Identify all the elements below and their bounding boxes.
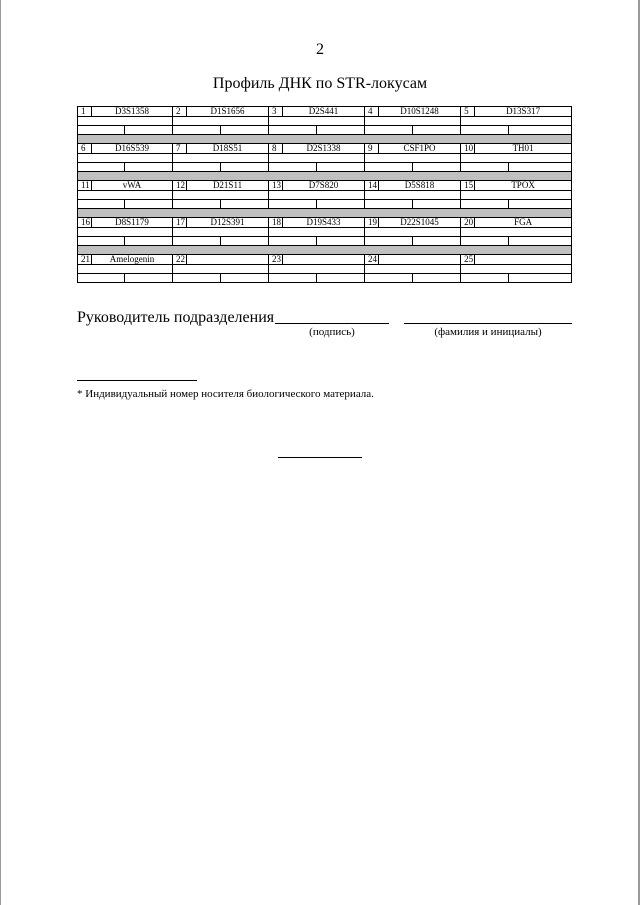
allele-cell	[413, 163, 461, 172]
locus-name: D8S1179	[92, 218, 173, 228]
allele-cell	[78, 126, 125, 135]
locus-header-row	[78, 218, 572, 228]
allele-cell	[365, 191, 461, 200]
allele-cell	[509, 126, 572, 135]
allele-cell	[173, 274, 221, 283]
allele-cell	[509, 200, 572, 209]
locus-name: D16S539	[92, 144, 173, 154]
locus-name: D10S1248	[379, 107, 461, 117]
allele-cell	[413, 200, 461, 209]
allele-cell	[413, 274, 461, 283]
locus-name: D12S391	[187, 218, 269, 228]
allele-cell	[365, 200, 413, 209]
locus-number: 8	[269, 144, 283, 154]
allele-cell	[317, 237, 365, 246]
allele-cell	[78, 200, 125, 209]
allele-cell	[269, 126, 317, 135]
allele-cell	[125, 237, 173, 246]
locus-number: 11	[78, 181, 92, 191]
allele-cell	[461, 117, 572, 126]
name-line	[404, 323, 572, 324]
signature-caption: (подпись)	[309, 326, 355, 338]
allele-row-a	[78, 191, 572, 200]
locus-number: 22	[173, 255, 187, 265]
allele-cell	[317, 126, 365, 135]
allele-row-a	[78, 228, 572, 237]
allele-cell	[125, 126, 173, 135]
allele-cell	[365, 237, 413, 246]
allele-row-b	[78, 237, 572, 246]
locus-number: 19	[365, 218, 379, 228]
locus-header-row	[78, 107, 572, 117]
allele-cell	[78, 274, 125, 283]
allele-cell	[221, 237, 269, 246]
locus-number: 5	[461, 107, 475, 117]
allele-cell	[269, 228, 365, 237]
locus-name: D13S317	[475, 107, 572, 117]
locus-number: 14	[365, 181, 379, 191]
block-separator	[78, 172, 572, 181]
allele-cell	[221, 200, 269, 209]
locus-number: 7	[173, 144, 187, 154]
allele-row-b	[78, 200, 572, 209]
allele-cell	[269, 200, 317, 209]
allele-cell	[509, 237, 572, 246]
locus-name: CSF1PO	[379, 144, 461, 154]
allele-cell	[365, 154, 461, 163]
allele-cell	[125, 200, 173, 209]
allele-cell	[461, 237, 509, 246]
allele-row-a	[78, 117, 572, 126]
allele-cell	[78, 163, 125, 172]
locus-name	[475, 255, 572, 265]
name-caption: (фамилия и инициалы)	[434, 326, 542, 338]
allele-cell	[78, 228, 173, 237]
allele-cell	[461, 228, 572, 237]
allele-cell	[78, 154, 173, 163]
allele-cell	[365, 126, 413, 135]
locus-number: 9	[365, 144, 379, 154]
allele-cell	[173, 117, 269, 126]
locus-number: 10	[461, 144, 475, 154]
allele-cell	[78, 237, 125, 246]
allele-cell	[269, 265, 365, 274]
locus-name: TPOX	[475, 181, 572, 191]
locus-header-row	[78, 255, 572, 265]
allele-row-b	[78, 126, 572, 135]
allele-cell	[509, 274, 572, 283]
allele-cell	[78, 191, 173, 200]
allele-cell	[317, 163, 365, 172]
block-separator	[78, 135, 572, 144]
locus-name	[283, 255, 365, 265]
allele-cell	[317, 200, 365, 209]
allele-cell	[269, 274, 317, 283]
allele-cell	[173, 154, 269, 163]
allele-cell	[461, 265, 572, 274]
signature-line	[275, 323, 389, 324]
locus-name: D22S1045	[379, 218, 461, 228]
allele-cell	[365, 163, 413, 172]
signature-label: Руководитель подразделения	[77, 309, 275, 326]
allele-cell	[221, 163, 269, 172]
allele-row-b	[78, 274, 572, 283]
locus-number: 21	[78, 255, 92, 265]
allele-cell	[365, 228, 461, 237]
separator-cell	[78, 172, 572, 181]
locus-name: D2S1338	[283, 144, 365, 154]
separator-cell	[78, 135, 572, 144]
allele-cell	[269, 154, 365, 163]
locus-name: Amelogenin	[92, 255, 173, 265]
locus-number: 6	[78, 144, 92, 154]
allele-cell	[173, 126, 221, 135]
allele-cell	[221, 274, 269, 283]
locus-number: 24	[365, 255, 379, 265]
allele-cell	[365, 265, 461, 274]
locus-number: 23	[269, 255, 283, 265]
allele-cell	[461, 154, 572, 163]
footnote-rule	[77, 380, 197, 381]
allele-row-a	[78, 154, 572, 163]
allele-cell	[461, 200, 509, 209]
allele-cell	[173, 237, 221, 246]
locus-number: 1	[78, 107, 92, 117]
locus-header-row	[78, 144, 572, 154]
locus-name: D3S1358	[92, 107, 173, 117]
allele-cell	[78, 265, 173, 274]
locus-number: 3	[269, 107, 283, 117]
locus-number: 2	[173, 107, 187, 117]
allele-cell	[173, 200, 221, 209]
locus-name: D2S441	[283, 107, 365, 117]
allele-cell	[269, 237, 317, 246]
allele-cell	[173, 191, 269, 200]
locus-number: 16	[78, 218, 92, 228]
str-loci-table	[77, 106, 572, 283]
allele-cell	[509, 163, 572, 172]
locus-name: vWA	[92, 181, 173, 191]
locus-number: 4	[365, 107, 379, 117]
allele-cell	[173, 228, 269, 237]
document-title: Профиль ДНК по STR-локусам	[212, 75, 428, 92]
locus-name: FGA	[475, 218, 572, 228]
allele-cell	[78, 117, 173, 126]
locus-name: D21S11	[187, 181, 269, 191]
locus-name: D5S818	[379, 181, 461, 191]
allele-cell	[173, 163, 221, 172]
footnote: * Индивидуальный номер носителя биологического материала.	[77, 388, 374, 400]
locus-number: 15	[461, 181, 475, 191]
allele-cell	[269, 191, 365, 200]
allele-cell	[461, 163, 509, 172]
allele-cell	[269, 117, 365, 126]
block-separator	[78, 246, 572, 255]
locus-number: 25	[461, 255, 475, 265]
separator-cell	[78, 246, 572, 255]
locus-name: D1S1656	[187, 107, 269, 117]
locus-number: 18	[269, 218, 283, 228]
locus-name	[379, 255, 461, 265]
allele-cell	[125, 163, 173, 172]
page-number: 2	[316, 41, 324, 58]
locus-name	[187, 255, 269, 265]
bottom-rule	[278, 457, 362, 458]
locus-name: D18S51	[187, 144, 269, 154]
separator-cell	[78, 209, 572, 218]
allele-cell	[317, 274, 365, 283]
locus-number: 17	[173, 218, 187, 228]
locus-name: D7S820	[283, 181, 365, 191]
locus-number: 20	[461, 218, 475, 228]
allele-cell	[413, 126, 461, 135]
locus-header-row	[78, 181, 572, 191]
block-separator	[78, 209, 572, 218]
allele-cell	[413, 237, 461, 246]
allele-cell	[173, 265, 269, 274]
allele-cell	[365, 117, 461, 126]
allele-cell	[461, 191, 572, 200]
page-edge-left	[0, 0, 1, 905]
allele-cell	[365, 274, 413, 283]
allele-row-b	[78, 163, 572, 172]
allele-cell	[461, 126, 509, 135]
locus-number: 12	[173, 181, 187, 191]
allele-cell	[125, 274, 173, 283]
allele-cell	[269, 163, 317, 172]
locus-name: TH01	[475, 144, 572, 154]
allele-cell	[461, 274, 509, 283]
locus-name: D19S433	[283, 218, 365, 228]
locus-number: 13	[269, 181, 283, 191]
allele-row-a	[78, 265, 572, 274]
allele-cell	[221, 126, 269, 135]
